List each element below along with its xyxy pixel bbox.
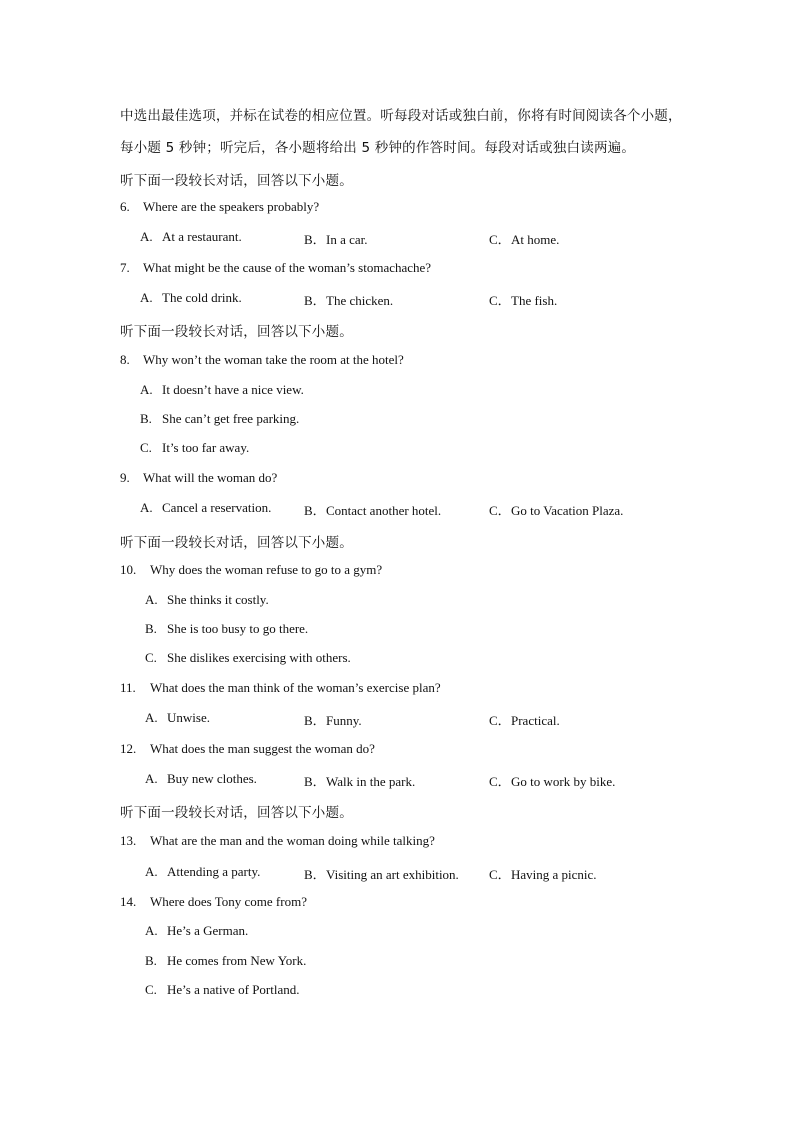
question-number: 13. — [120, 833, 137, 848]
intro-line-1: 中选出最佳选项，并标在试卷的相应位置。听每段对话或独白前，你将有时间阅读各个小题， — [120, 108, 682, 124]
option-label: A. — [140, 229, 153, 244]
question-text: Where are the speakers probably? — [143, 199, 320, 214]
option-text: She thinks it costly. — [167, 592, 269, 607]
section-heading: 听下面一段较长对话，回答以下小题。 — [120, 324, 353, 340]
option-text: She is too busy to go there. — [167, 621, 309, 636]
option-label: C． — [489, 293, 511, 308]
question-text: What are the man and the woman doing while talking? — [150, 833, 435, 848]
question-number: 7. — [120, 260, 130, 275]
option-label: B． — [304, 503, 326, 518]
option-text: In a car. — [326, 232, 368, 247]
option-b — [145, 621, 308, 637]
option-label: A. — [140, 290, 153, 305]
option-label: C． — [489, 232, 511, 247]
option-text: Walk in the park. — [326, 774, 416, 789]
option-c — [489, 500, 623, 519]
option-text: She dislikes exercising with others. — [167, 650, 351, 665]
option-text: He’s a native of Portland. — [167, 982, 300, 997]
option-text: At a restaurant. — [162, 229, 242, 244]
option-c — [489, 771, 615, 790]
question-7 — [120, 260, 431, 276]
option-c — [145, 982, 300, 998]
option-text: Buy new clothes. — [167, 771, 257, 786]
option-text: Go to Vacation Plaza. — [511, 503, 624, 518]
option-text: It’s too far away. — [162, 440, 250, 455]
option-label: A. — [145, 771, 158, 786]
option-label: A. — [145, 923, 158, 938]
option-c — [489, 229, 559, 248]
question-number: 9. — [120, 470, 130, 485]
option-a — [140, 382, 304, 398]
option-label: B． — [304, 867, 326, 882]
option-b — [304, 864, 459, 883]
question-number: 6. — [120, 199, 130, 214]
question-number: 10. — [120, 562, 137, 577]
option-text: At home. — [511, 232, 560, 247]
option-text: Cancel a reservation. — [162, 500, 272, 515]
option-text: Unwise. — [167, 710, 210, 725]
option-b — [304, 500, 441, 519]
option-a — [145, 592, 269, 608]
option-text: Funny. — [326, 713, 362, 728]
option-b — [304, 771, 415, 790]
question-14 — [120, 894, 307, 910]
option-label: B． — [304, 232, 326, 247]
question-text: What will the woman do? — [143, 470, 278, 485]
option-label: A. — [140, 500, 153, 515]
option-label: B. — [140, 411, 152, 426]
section-heading: 听下面一段较长对话，回答以下小题。 — [120, 535, 353, 551]
option-text: Go to work by bike. — [511, 774, 616, 789]
question-text: Why won’t the woman take the room at the hotel? — [143, 352, 404, 367]
option-b — [304, 290, 393, 309]
question-6 — [120, 199, 319, 215]
section-heading: 听下面一段较长对话，回答以下小题。 — [120, 805, 353, 821]
option-c — [145, 650, 351, 666]
option-label: B． — [304, 713, 326, 728]
option-text: It doesn’t have a nice view. — [162, 382, 304, 397]
option-text: Having a picnic. — [511, 867, 597, 882]
option-label: C． — [489, 867, 511, 882]
question-text: Where does Tony come from? — [150, 894, 307, 909]
question-text: Why does the woman refuse to go to a gym? — [150, 562, 383, 577]
question-text: What might be the cause of the woman’s stomachache? — [143, 260, 432, 275]
option-label: A. — [145, 710, 158, 725]
question-13 — [120, 833, 435, 849]
option-label: A. — [145, 592, 158, 607]
question-number: 8. — [120, 352, 130, 367]
option-text: The cold drink. — [162, 290, 242, 305]
option-a — [145, 710, 210, 726]
question-text: What does the man think of the woman’s exercise plan? — [150, 680, 441, 695]
option-label: C． — [489, 503, 511, 518]
option-b — [304, 710, 362, 729]
option-text: He comes from New York. — [167, 953, 307, 968]
option-label: C. — [140, 440, 152, 455]
question-9 — [120, 470, 277, 486]
option-label: B． — [304, 293, 326, 308]
option-text: Visiting an art exhibition. — [326, 867, 459, 882]
option-a — [145, 923, 248, 939]
option-label: A. — [145, 864, 158, 879]
question-number: 14. — [120, 894, 137, 909]
option-label: B. — [145, 953, 157, 968]
option-label: C. — [145, 982, 157, 997]
question-12 — [120, 741, 375, 757]
option-c — [489, 710, 560, 729]
option-text: Attending a party. — [167, 864, 261, 879]
option-a — [140, 500, 271, 516]
option-a — [140, 290, 242, 306]
option-text: Practical. — [511, 713, 560, 728]
option-text: She can’t get free parking. — [162, 411, 300, 426]
option-text: Contact another hotel. — [326, 503, 442, 518]
option-label: C． — [489, 713, 511, 728]
section-heading: 听下面一段较长对话，回答以下小题。 — [120, 173, 353, 189]
intro-line-2: 每小题 5 秒钟；听完后，各小题将给出 5 秒钟的作答时间。每段对话或独白读两遍。 — [120, 140, 636, 156]
option-label: C． — [489, 774, 511, 789]
option-text: He’s a German. — [167, 923, 249, 938]
question-8 — [120, 352, 404, 368]
option-label: B． — [304, 774, 326, 789]
option-b — [140, 411, 299, 427]
option-c — [489, 864, 597, 883]
option-text: The fish. — [511, 293, 558, 308]
option-text: The chicken. — [326, 293, 394, 308]
question-text: What does the man suggest the woman do? — [150, 741, 375, 756]
option-label: B. — [145, 621, 157, 636]
option-b — [145, 953, 306, 969]
option-b — [304, 229, 368, 248]
question-number: 12. — [120, 741, 137, 756]
question-number: 11. — [120, 680, 136, 695]
option-a — [140, 229, 242, 245]
option-c — [140, 440, 249, 456]
option-a — [145, 864, 260, 880]
option-label: A. — [140, 382, 153, 397]
option-label: C. — [145, 650, 157, 665]
question-11 — [120, 680, 441, 696]
question-10 — [120, 562, 382, 578]
option-a — [145, 771, 257, 787]
option-c — [489, 290, 557, 309]
